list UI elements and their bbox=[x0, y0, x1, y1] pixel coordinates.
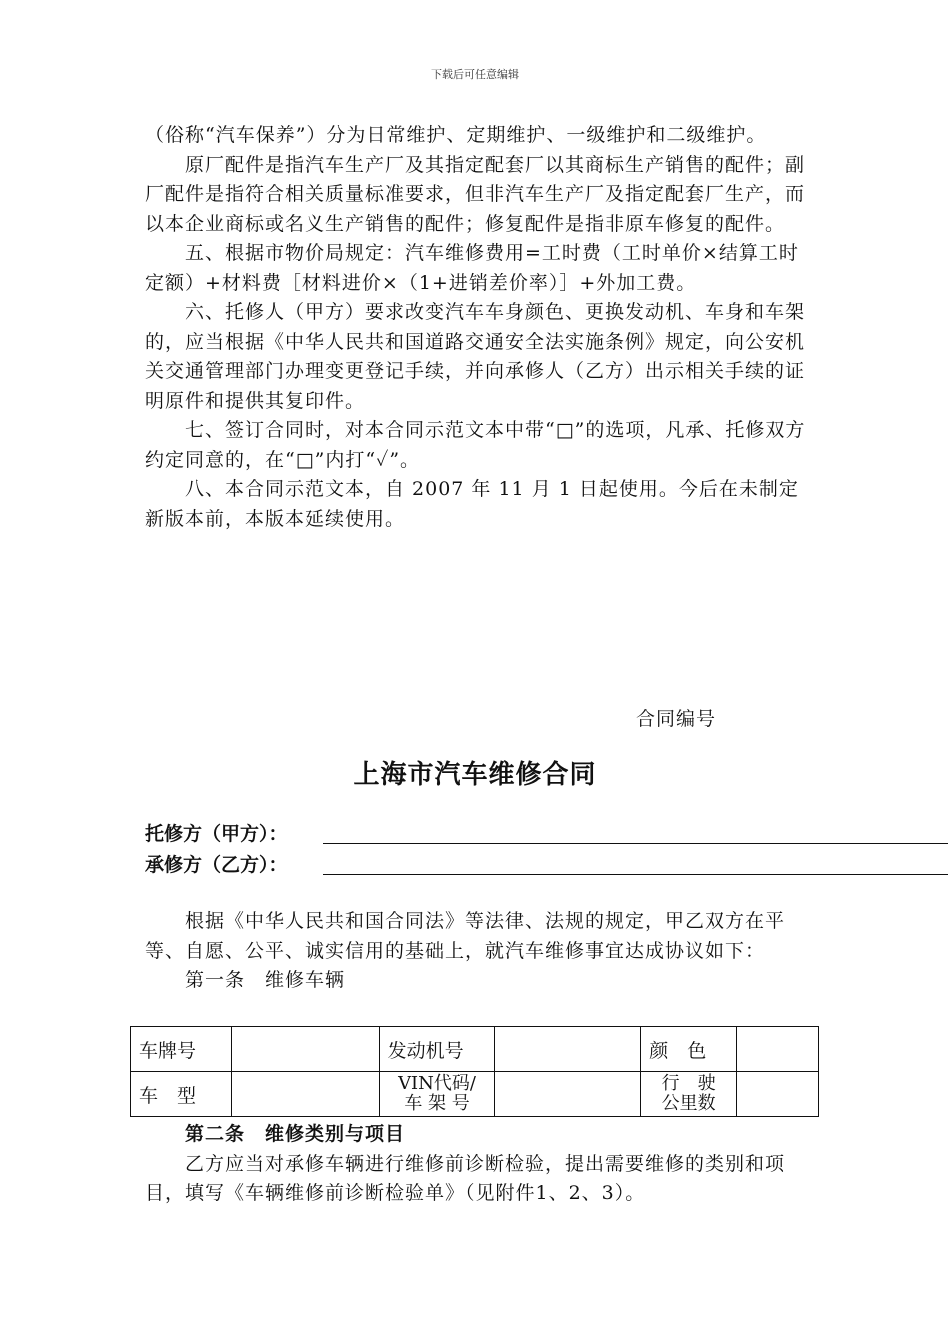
party-b-label: 承修方（乙方）： bbox=[145, 854, 288, 876]
contract-title: 上海市汽车维修合同 bbox=[353, 760, 597, 790]
header-note: 下载后可任意编辑 bbox=[431, 68, 519, 81]
engine-no-value-cell[interactable] bbox=[495, 1027, 641, 1072]
party-b-field[interactable] bbox=[323, 874, 948, 875]
plate-value-cell[interactable] bbox=[231, 1027, 379, 1072]
plate-label: 车牌号 bbox=[131, 1027, 232, 1072]
vin-label-line2: 车 架 号 bbox=[404, 1093, 470, 1114]
model-value-cell[interactable] bbox=[231, 1072, 379, 1117]
vin-value-cell[interactable] bbox=[495, 1072, 641, 1117]
paragraph-item-5: 五、根据市物价局规定：汽车维修费用=工时费（工时单价×结算工时定额）+材料费［材料进价×（1+进销差价率）］+外加工费。 bbox=[145, 242, 799, 294]
article1-heading: 第一条 维修车辆 bbox=[185, 969, 346, 991]
party-b-row bbox=[145, 850, 805, 880]
paragraph-item-8: 八、本合同示范文本，自 2007 年 11 月 1 日起使用。今后在未制定新版本前，本版本延续使用。 bbox=[145, 478, 799, 530]
vehicle-table bbox=[130, 1026, 819, 1117]
table-row bbox=[131, 1072, 819, 1117]
mileage-label-line2: 公里数 bbox=[661, 1093, 716, 1114]
color-label: 颜 色 bbox=[641, 1027, 737, 1072]
party-a-field[interactable] bbox=[323, 843, 948, 844]
vin-label-line1: VIN代码/ bbox=[398, 1073, 476, 1094]
contract-number-label: 合同编号 bbox=[636, 708, 717, 730]
intro-section bbox=[145, 907, 810, 996]
mileage-label bbox=[641, 1072, 737, 1117]
party-a-row bbox=[145, 819, 805, 849]
paragraph-maintenance-types: （俗称“汽车保养”）分为日常维护、定期维护、一级维护和二级维护。 bbox=[145, 124, 767, 146]
article2-heading: 第二条 维修类别与项目 bbox=[185, 1123, 406, 1145]
engine-no-label: 发动机号 bbox=[379, 1027, 495, 1072]
vin-label bbox=[379, 1072, 495, 1117]
color-value-cell[interactable] bbox=[737, 1027, 819, 1072]
paragraph-item-6: 六、托修人（甲方）要求改变汽车车身颜色、更换发动机、车身和车架的，应当根据《中华人民共和国道路交通安全法实施条例》规定，向公安机关交通管理部门办理变更登记手续，并向承修人（乙方）出示相关手续的证明原件和提供其复印件。 bbox=[145, 301, 806, 412]
party-a-label: 托修方（甲方）： bbox=[145, 823, 288, 845]
intro-paragraph: 根据《中华人民共和国合同法》等法律、法规的规定，甲乙双方在平等、自愿、公平、诚实信用的基础上，就汽车维修事宜达成协议如下： bbox=[145, 910, 786, 962]
paragraph-item-7: 七、签订合同时，对本合同示范文本中带“□”的选项，凡承、托修双方约定同意的，在“□”内打“✓”。 bbox=[145, 419, 806, 471]
mileage-value-cell[interactable] bbox=[737, 1072, 819, 1117]
article2-section bbox=[145, 1120, 810, 1209]
mileage-label-line1: 行 驶 bbox=[661, 1073, 716, 1094]
article2-paragraph: 乙方应当对承修车辆进行维修前诊断检验，提出需要维修的类别和项目，填写《车辆维修前诊断检验单》（见附件1、2、3）。 bbox=[145, 1152, 786, 1204]
table-row bbox=[131, 1027, 819, 1072]
paragraph-parts-definition: 原厂配件是指汽车生产厂及其指定配套厂以其商标生产销售的配件；副厂配件是指符合相关质量标准要求，但非汽车生产厂及指定配套厂生产，而以本企业商标或名义生产销售的配件；修复配件是指非原车修复的配件。 bbox=[145, 153, 806, 235]
top-paragraphs bbox=[145, 121, 810, 534]
model-label: 车 型 bbox=[131, 1072, 232, 1117]
